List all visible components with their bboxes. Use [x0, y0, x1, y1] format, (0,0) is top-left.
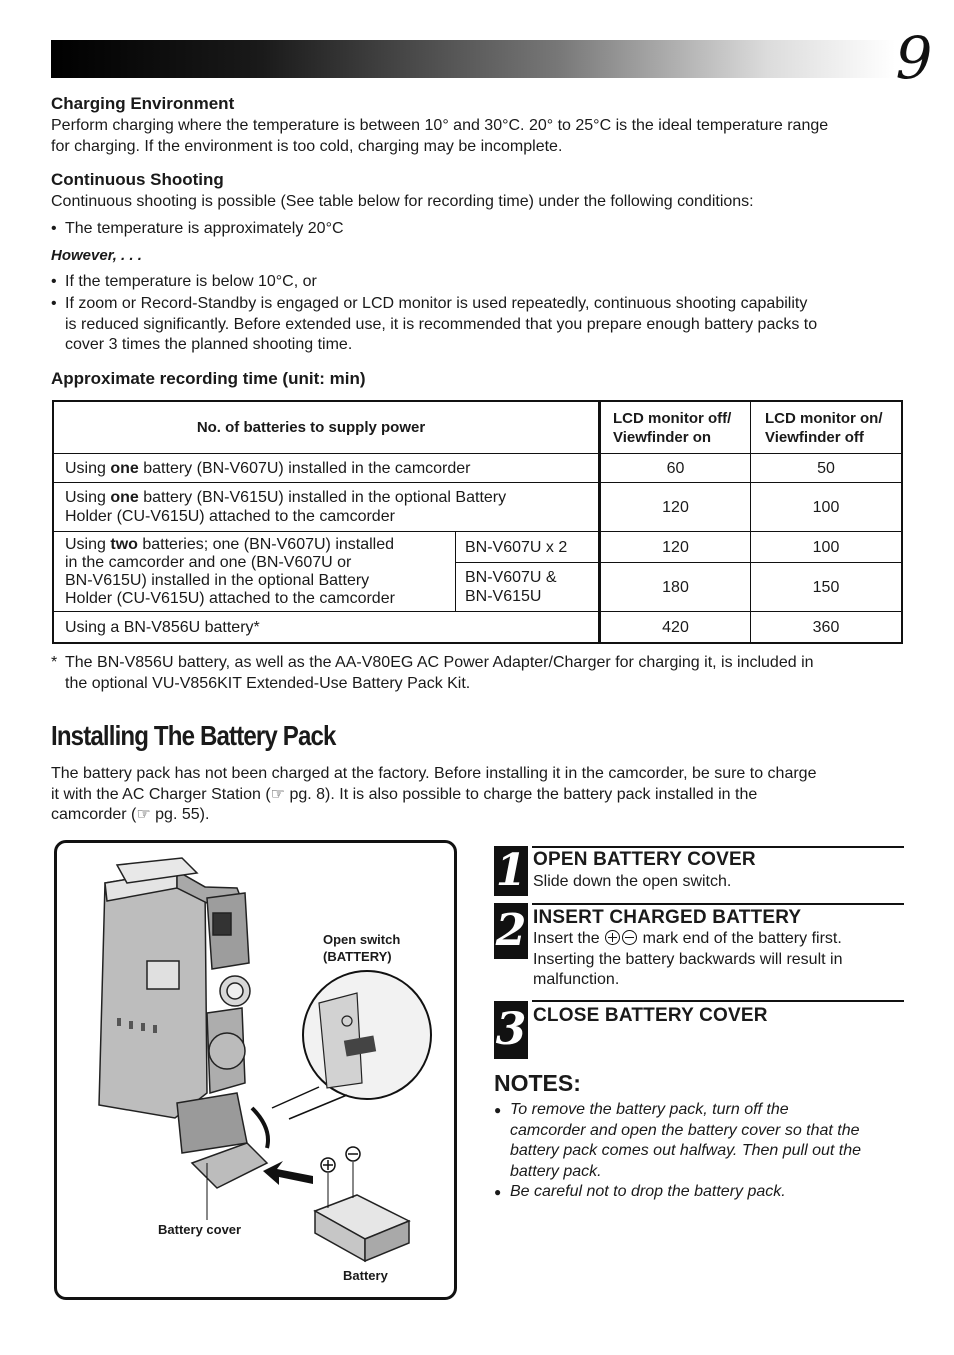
however-label: However, . . .	[51, 247, 142, 264]
label-battery-cover: Battery cover	[158, 1222, 242, 1237]
step-1-rule	[532, 846, 904, 848]
step-1-number: 1	[495, 845, 527, 896]
charging-environment-heading: Charging Environment	[51, 94, 235, 113]
step-2-number: 2	[494, 903, 528, 959]
bullet-below-10: • If the temperature is below 10°C, or	[51, 273, 317, 290]
table-row-1-lcd-on: 50	[817, 459, 835, 477]
page-number: 9	[895, 24, 933, 92]
table-row-3b-battery: BN-V607U & BN-V615U	[465, 569, 557, 605]
table-row-4-lcd-on: 360	[812, 618, 840, 636]
notes-title: NOTES:	[494, 1070, 581, 1096]
label-battery: Battery	[343, 1268, 388, 1283]
table-row-3a-battery: BN-V607U x 2	[465, 538, 568, 556]
note-2: ● Be careful not to drop the battery pack.	[494, 1183, 786, 1200]
table-row-3-label: Using two batteries; one (BN-V607U) installed in the camcorder and one (BN-V607U or BN-V615U) installed in the optional Battery Holder (CU-V615U) attached to the camcorder	[65, 535, 395, 607]
table-row-4-lcd-off: 420	[662, 618, 689, 636]
table-row-1-lcd-off: 60	[666, 459, 685, 477]
table-row-3a-lcd-off: 120	[662, 538, 689, 556]
step-3-title: CLOSE BATTERY COVER	[533, 1005, 768, 1026]
table-row-3b-lcd-off: 180	[662, 578, 689, 596]
step-2-body: Insert the mark end of the battery first. Inserting the battery backwards will result in malfunction.	[533, 930, 843, 988]
table-row-2-lcd-off: 120	[662, 498, 689, 516]
pointing-hand-icon: ☞	[136, 806, 151, 823]
table-row-3b-lcd-on: 150	[812, 578, 840, 596]
label-open-switch: Open switch (BATTERY)	[323, 932, 401, 964]
table-row-3a-lcd-on: 100	[812, 538, 840, 556]
step-1-body: Slide down the open switch.	[533, 873, 732, 890]
minus-icon	[622, 930, 637, 945]
step-2-title: INSERT CHARGED BATTERY	[533, 907, 802, 928]
header-batteries: No. of batteries to supply power	[196, 419, 426, 436]
step-3-number: 3	[494, 1001, 528, 1059]
table-row-1-label: Using one battery (BN-V607U) installed in the camcorder	[65, 459, 471, 477]
header-gradient-bar	[51, 40, 895, 78]
header-lcd-on: LCD monitor on/ Viewfinder off	[765, 409, 883, 446]
step-3-rule	[532, 1000, 904, 1002]
table-title: Approximate recording time (unit: min)	[51, 369, 366, 388]
table-row-4-label: Using a BN-V856U battery*	[65, 618, 260, 636]
pointing-hand-icon: ☞	[270, 785, 285, 803]
table-row-2-lcd-on: 100	[812, 498, 840, 516]
section-title-installing: Installing The Battery Pack	[51, 720, 336, 751]
charging-environment-text: Perform charging where the temperature is between 10° and 30°C. 20° to 25°C is the ideal temperature range for charging. If the environment is too cold, charging may be incomplete.	[51, 117, 829, 155]
install-intro: The battery pack has not been charged at the factory. Before installing it in the camcorder, be sure to charge it with the AC Charger Station (☞ pg. 8). It is also possible to charge the battery pack installed in the camcorder (☞ pg. 55).	[51, 765, 817, 823]
bullet-temperature: • The temperature is approximately 20°C	[51, 220, 344, 237]
note-1: ● To remove the battery pack, turn off the camcorder and open the battery cover so that the battery pack comes out halfway. Then pull out the battery pack.	[494, 1101, 862, 1180]
step-1-title: OPEN BATTERY COVER	[533, 849, 756, 870]
continuous-shooting-heading: Continuous Shooting	[51, 170, 224, 189]
step-2-rule	[532, 903, 904, 905]
bullet-zoom-standby: • If zoom or Record-Standby is engaged or LCD monitor is used repeatedly, continuous shooting capability is reduced significantly. Before extended use, it is recommended that you prepare enough battery packs to cover 3 times the planned shooting time.	[51, 295, 818, 353]
camcorder-drawing	[57, 843, 454, 1297]
continuous-shooting-text: Continuous shooting is possible (See table below for recording time) under the following conditions:	[51, 193, 754, 210]
battery-install-illustration	[54, 840, 457, 1300]
table-row-2-label: Using one battery (BN-V615U) installed in the optional Battery Holder (CU-V615U) attached to the camcorder	[65, 489, 507, 525]
plus-icon	[605, 930, 620, 945]
recording-time-table	[52, 400, 903, 644]
header-lcd-off: LCD monitor off/ Viewfinder on	[613, 409, 732, 446]
table-footnote: * The BN-V856U battery, as well as the AA-V80EG AC Power Adapter/Charger for charging it, is included in the optional VU-V856KIT Extended-Use Battery Pack Kit.	[51, 654, 814, 692]
